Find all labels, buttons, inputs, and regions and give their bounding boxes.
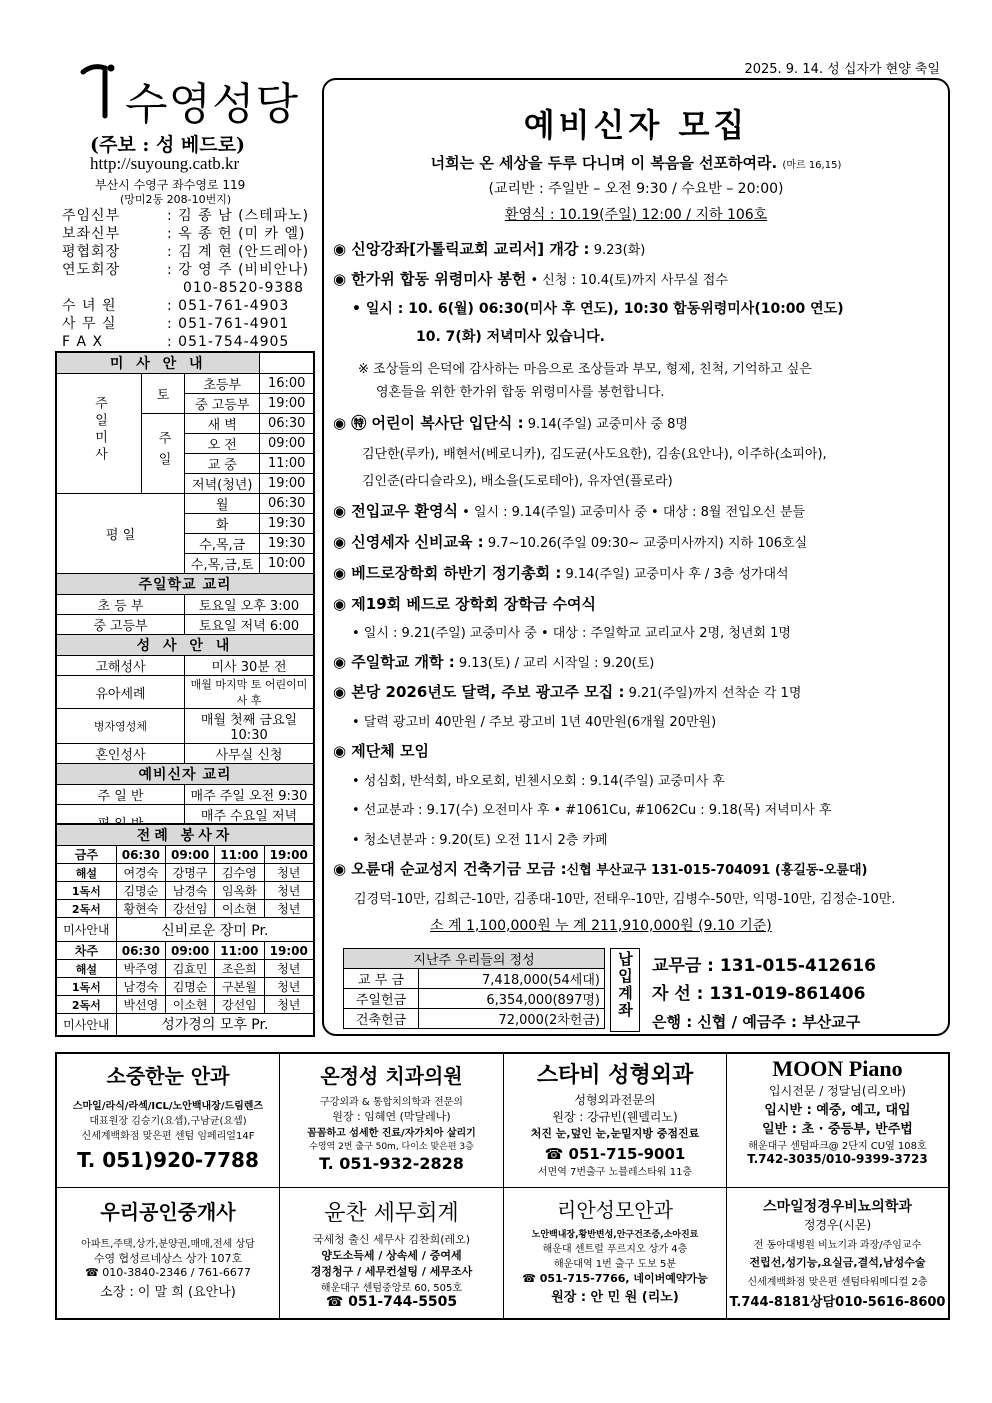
weekday-row: 월 [185,494,260,514]
sun-label: 주일 [142,414,185,494]
notice-item: ◉ 주일학교 개학 : 9.13(토) / 교리 시작일 : 9.20(토) [333,653,655,671]
memorial-note: 영혼들을 위한 한가위 합동 위령미사를 봉헌합니다. [376,385,665,400]
offering-row: 주일헌금 6,354,000(897명) [344,989,605,1009]
offering-row: 건축헌금 72,000(2차헌금) [344,1009,605,1029]
schedule-table: 미 사 안 내 주일미사 토 초등부 16:00 중 고등부 19:00 주일 새 벽 06:30 오 전 09:00 교 중 11:00 저녁(청년) 19:00 평 일 월 06:30 화 19:30 수,목,금 19:30 수,목,금,토 10:00 주일학교 교리 초 등 부 토요일 오후 3:00 중 고등부 토요일 저녁 6:00 성 사 안 내 고해성사 미사 30분 전 유아세례 매월 마지막 토 어린이미사 후 병자영성체 매월 첫째 금요일 10:30 혼인성사 사무실 신청 예비신자 교리 주 일 반 매주 주일 오전 9:30 매주 수요일 저녁 [55,351,315,841]
calendar-price: • 달력 광고비 40만원 / 주보 광고비 1년 40만원(6개월 20만원) [352,715,717,730]
donor-list: 김경덕-10만, 김희근-10만, 김종대-10만, 전태우-10만, 김병수-50만, 익명-10만, 김정순-10만. [354,892,896,907]
account-dues: 교무금 : 131-015-412616 [652,956,876,976]
school-row: 초 등 부 [56,595,185,615]
catechumen-title: 예비신자 교리 [56,764,314,785]
altar-server-names: 김인준(라디슬라오), 배소을(도로테아), 유자연(플로라) [362,474,673,489]
notice-item: ◉ 한가위 합동 위령미사 봉헌 • 신청 : 10.4(토)까지 사무실 접수 [333,270,728,288]
staff-row: 보좌신부 : 옥 종 헌 (미 카 엘) [62,226,306,242]
ads-grid [55,1052,950,1320]
notice-item: ◉ 오륜대 순교성지 건축기금 모금 :신협 부산교구 131-015-704091 (홍길동-오륜대) [333,860,868,878]
offering-row: 교 무 금 7,418,000(54세대) [344,969,605,989]
parish-url[interactable]: http://suyoung.catb.kr [90,154,240,173]
class-schedule: (교리반 : 주일반 – 오전 9:30 / 수요반 – 20:00) [488,181,784,197]
volunteer-row: 해설 여경숙 강명구 김수영 청년 [56,864,314,882]
staff-row: 010-8520-9388 [183,280,305,296]
sunday-mass-label: 주일미사 [56,374,142,494]
mass-guide-row: 미사안내 성가경의 모후 Pr. [56,1014,314,1036]
date-line: 2025. 9. 14. 성 십자가 현양 축일 [744,62,940,77]
mass-row: 중 고등부 [185,394,260,414]
scholarship-detail: • 일시 : 9.21(주일) 교중미사 중 • 대상 : 주일학교 교리교사 2명, 청년회 1명 [352,626,791,641]
school-title: 주일학교 교리 [56,574,314,595]
ad-eye-clinic[interactable]: 소중한눈 안과 스마일/라식/라섹/ICL/노안백내장/드림렌즈 대표원장 김승기(요셉),구남균(요셉) 신세계백화점 맞은편 센텀 임페리얼14F T. 051)920-7788 [57,1054,280,1188]
group-meeting: • 선교분과 : 9.17(수) 오전미사 후 • #1061Cu, #1062Cu : 9.18(목) 저녁미사 후 [352,803,832,818]
altar-server-names: 김단한(루카), 배현서(베로니카), 김도균(사도요한), 김송(요안나), 이주하(소피아), [362,447,827,462]
notice-item: ◉ 제19회 베드로 장학회 장학금 수여식 [333,595,596,613]
offering-title: 지난주 우리들의 정성 [344,949,605,969]
memorial-note: ※ 조상들의 은덕에 감사하는 마음으로 조상들과 부모, 형제, 친척, 기억하고 싶은 [358,362,812,377]
offering-table [343,948,605,1029]
ad-dental[interactable]: 온정성 치과의원 구강외과 & 통합치의학과 전문의 원장 : 임혜연 (막달레나) 꼼꼼하고 섬세한 진료/자가치아 살리기 수영역 2번 출구 50m, 다이소 맞은편 3층 T. 051-932-2828 [280,1054,504,1188]
group-meeting: • 청소년분과 : 9.20(토) 오전 11시 2층 카페 [352,833,608,848]
address-detail: (망미2동 208-10번지) [120,193,232,206]
mass-row: 초등부 [185,374,260,394]
volunteer-row: 1독서 김명순 남경숙 임옥화 청년 [56,882,314,900]
week1-head: 금주 06:30 09:00 11:00 19:00 [56,846,314,864]
welcome-ceremony: 환영식 : 10.19(주일) 12:00 / 지하 106호 [504,207,768,223]
account-label: 납입계좌 [610,948,640,1032]
weekday-label: 평 일 [56,494,185,574]
notice-item: ◉ 베드로장학회 하반기 정기총회 : 9.14(주일) 교중미사 후 / 3층 성가대석 [333,564,789,582]
notice-item: ◉ 신영세자 신비교육 : 9.7~10.26(주일 09:30~ 교중미사까지) 지하 106호실 [333,533,808,551]
staff-row: F A X : 051-754-4905 [62,334,290,350]
volunteer-row: 2독서 박선영 이소현 강선임 청년 [56,996,314,1014]
sacrament-row: 유아세례 [56,676,185,709]
week2-head: 차주 06:30 09:00 11:00 19:00 [56,942,314,960]
parish-name: 수영성당 [125,79,300,130]
ad-realtor[interactable]: 우리공인중개사 아파트,주택,상가,분양권,매매,전세 상담 수영 협성르네상스 상가 107호 ☎ 010-3840-2346 / 761-6677 소장 : 이 말 희 (요안나) [57,1188,280,1318]
account-bank: 은행 : 신협 / 예금주 : 부산교구 [652,1013,861,1031]
accounts [652,952,876,1036]
notice-title: 예비신자 모집 [523,106,749,144]
staff-list [62,207,309,351]
notice-item: ◉ 제단체 모임 [333,742,429,760]
sacrament-row: 고해성사 [56,656,185,676]
staff-row: 수 녀 원 : 051-761-4903 [62,298,290,314]
staff-row: 연도회장 : 강 영 주 (비비안나) [62,262,310,278]
address: 부산시 수영구 좌수영로 119 [95,178,246,192]
weekday-row: 화 [185,514,260,534]
cross-logo-icon [75,58,123,120]
memorial-date-1: • 일시 : 10. 6(월) 06:30(미사 후 연도), 10:30 합동위령미사(10:00 연도) [352,301,844,317]
sat-label: 토 [142,374,185,414]
mass-row: 오 전 [185,434,260,454]
parish-logo [75,58,305,128]
weekday-row: 수,목,금,토 [185,554,260,574]
volunteer-row: 2독서 황현숙 강선임 이소현 청년 [56,900,314,918]
memorial-date-2: 10. 7(화) 저녁미사 있습니다. [416,329,605,345]
notice-item: ◉ 본당 2026년도 달력, 주보 광고주 모집 : 9.21(주일)까지 선착순 각 1명 [333,683,802,701]
school-row: 중 고등부 [56,615,185,635]
bible-verse: 너희는 온 세상을 두루 다니며 이 복음을 선포하여라. (마르 16,15) [430,154,842,172]
volunteer-row: 해설 박주영 김효민 조은희 청년 [56,960,314,978]
ad-urology[interactable]: 스마일정경우비뇨의학과 정경우(시몬) 전 동아대병원 비뇨기과 과장/주임교수 전립선,성기능,요실금,결석,남성수술 신세계백화점 맞은편 센텀타워메디컬 2층 T.744-8181상담010-5616-8600 [729,1199,946,1310]
catechumen-row: 주 일 반 [56,785,185,805]
patron: (주보 : 성 베드로) [90,134,245,156]
staff-row: 평협회장 : 김 계 현 (안드레아) [62,244,310,260]
volunteer-row: 1독서 남경숙 김명순 구본월 청년 [56,978,314,996]
ad-piano[interactable]: MOON Piano 입시전문 / 정달님(리오바) 입시반 : 예중, 예고, 대입 일반 : 초 · 중등부, 반주법 해운대구 센텀파크@ 2단지 CU옆 108호 T.742-3035/010-9399-3723 [727,1054,948,1188]
ad-ophthalmology[interactable]: 리안성모안과 노안백내장,황반변성,안구건조증,소아진료 해운대 센트럴 푸르지오 상가 4층 해운대역 1번 출구 도보 5분 ☎ 051-715-7766, 네이버예약가능 원장 : 안 민 원 (리노) [504,1188,727,1318]
account-charity: 자 선 : 131-019-861406 [652,984,866,1004]
sacrament-row: 혼인성사 [56,744,185,764]
notice-item: ◉ ㊕ 어린이 복사단 입단식 : 9.14(주일) 교중미사 중 8명 [333,414,688,432]
mass-title: 미 사 안 내 [56,352,260,374]
ad-tax[interactable]: 윤찬 세무회계 국세청 출신 세무사 김찬희(레오) 양도소득세 / 상속세 / 증여세 경정청구 / 세무컨설팅 / 세무조사 해운대구 센텀중앙로 60, 505호 ☎ 051-744-5505 [280,1188,504,1318]
mass-row: 교 중 [185,454,260,474]
group-meeting: • 성심회, 반석회, 바오로회, 빈첸시오회 : 9.14(주일) 교중미사 후 [352,774,725,789]
notice-item: ◉ 전입교우 환영식 • 일시 : 9.14(주일) 교중미사 중 • 대상 : 8월 전입오신 분들 [333,502,806,520]
volunteer-title: 전례 봉사자 [56,824,314,846]
mass-row: 저녁(청년) [185,474,260,494]
sacrament-title: 성 사 안 내 [56,635,314,656]
sacrament-row: 병자영성체 [56,709,185,744]
weekday-row: 수,목,금 [185,534,260,554]
donation-total: 소 계 1,100,000원 누 계 211,910,000원 (9.10 기준) [430,918,772,934]
mass-row: 새 벽 [185,414,260,434]
staff-row: 주임신부 : 김 종 남 (스테파노) [62,208,310,224]
volunteer-table [55,823,315,1037]
staff-row: 사 무 실 : 051-761-4901 [62,316,290,332]
notice-item: ◉ 신앙강좌[가톨릭교회 교리서] 개강 : 9.23(화) [333,240,646,258]
mass-guide-row: 미사안내 신비로운 장미 Pr. [56,918,314,942]
ad-plastic-surgery[interactable]: 스타비 성형외과 성형외과전문의 원장 : 강규빈(웬델리노) 처진 눈,덮인 눈,눈밑지방 중점진료 ☎ 051-715-9001 서면역 7번출구 노블레스타워 11층 [504,1054,727,1188]
